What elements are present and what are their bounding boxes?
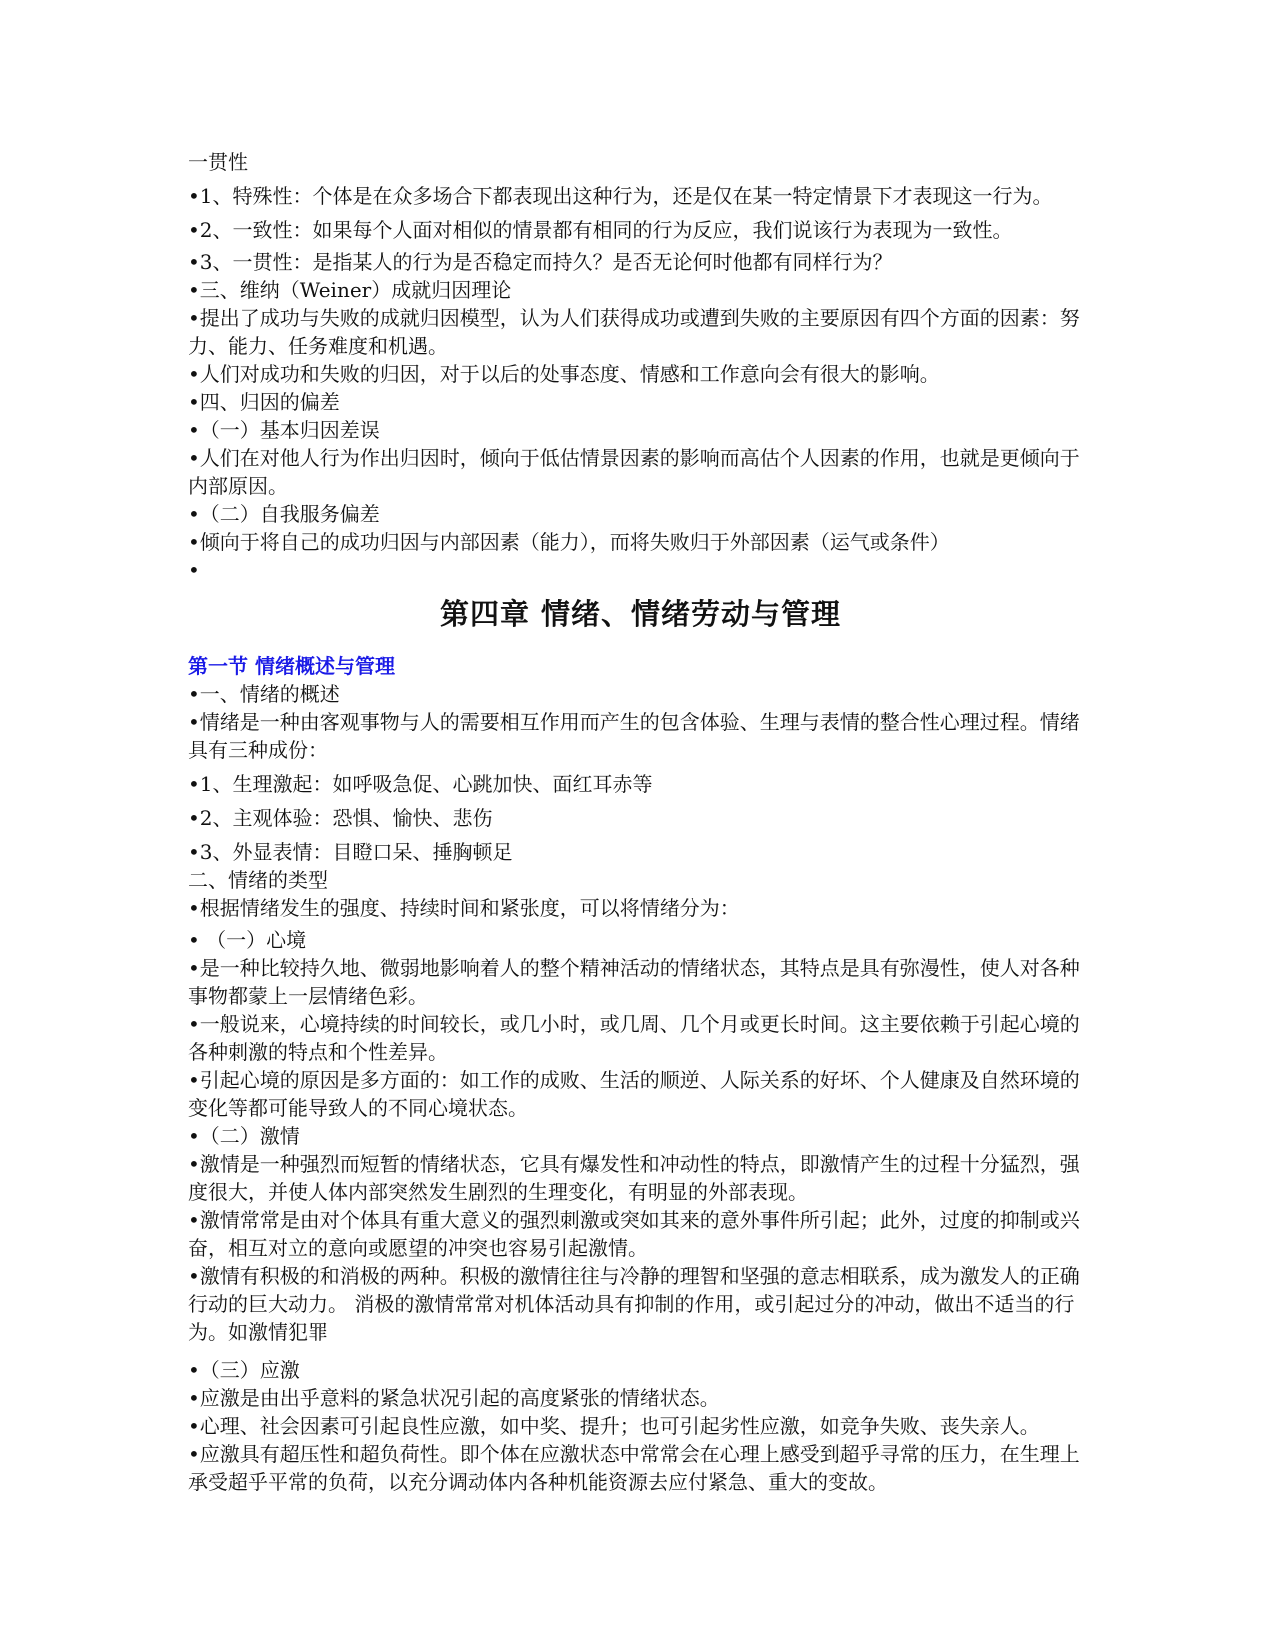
text-line: •激情有积极的和消极的两种。积极的激情往往与冷静的理智和坚强的意志相联系，成为激发人的正确行动的巨大动力。 消极的激情常常对机体活动具有抑制的作用，或引起过分的冲动，做出不适当的行为。如激情犯罪: [188, 1264, 1080, 1344]
text-line: •1、特殊性：个体是在众多场合下都表现出这种行为，还是仅在某一特定情景下才表现这一行为。: [188, 184, 1053, 208]
text-line: •应激是由出乎意料的紧急状况引起的高度紧张的情绪状态。: [188, 1386, 720, 1410]
text-line: •情绪是一种由客观事物与人的需要相互作用而产生的包含体验、生理与表情的整合性心理过程。情绪具有三种成份：: [188, 710, 1080, 762]
text-line: •心理、社会因素可引起良性应激，如中奖、提升；也可引起劣性应激，如竞争失败、丧失亲人。: [188, 1414, 1040, 1438]
text-line: 二、情绪的类型: [188, 868, 328, 892]
text-line: •2、一致性：如果每个人面对相似的情景都有相同的行为反应，我们说该行为表现为一致性。: [188, 218, 1013, 242]
text-line: •根据情绪发生的强度、持续时间和紧张度，可以将情绪分为：: [188, 896, 740, 920]
text-line: •: [188, 558, 200, 582]
text-line: • （一）心境: [188, 928, 307, 952]
text-line: •人们在对他人行为作出归因时，倾向于低估情景因素的影响而高估个人因素的作用，也就是更倾向于内部原因。: [188, 446, 1080, 498]
text-line: •（二）激情: [188, 1124, 300, 1148]
text-line: •2、主观体验：恐惧、愉快、悲伤: [188, 806, 493, 830]
text-line: •一般说来，心境持续的时间较长，或几小时，或几周、几个月或更长时间。这主要依赖于引起心境的各种刺激的特点和个性差异。: [188, 1012, 1080, 1064]
document-page: [188, 148, 1093, 1496]
text-line: •激情是一种强烈而短暂的情绪状态，它具有爆发性和冲动性的特点，即激情产生的过程十分猛烈，强度很大，并使人体内部突然发生剧烈的生理变化，有明显的外部表现。: [188, 1152, 1080, 1204]
text-line: •提出了成功与失败的成就归因模型，认为人们获得成功或遭到失败的主要原因有四个方面的因素：努力、能力、任务难度和机遇。: [188, 306, 1080, 358]
text-line: •一、情绪的概述: [188, 682, 340, 706]
text-line: •是一种比较持久地、微弱地影响着人的整个精神活动的情绪状态，其特点是具有弥漫性，使人对各种事物都蒙上一层情绪色彩。: [188, 956, 1080, 1008]
text-line: 一贯性: [188, 150, 248, 174]
text-line: •（一）基本归因差误: [188, 418, 380, 442]
section-title: 第一节 情绪概述与管理: [188, 654, 395, 678]
text-line: •倾向于将自己的成功归因与内部因素（能力），而将失败归于外部因素（运气或条件）: [188, 530, 950, 554]
text-line: •3、一贯性：是指某人的行为是否稳定而持久？是否无论何时他都有同样行为？: [188, 250, 893, 274]
text-line: •（三）应激: [188, 1358, 300, 1382]
text-line: •（二）自我服务偏差: [188, 502, 380, 526]
text-line: •1、生理激起：如呼吸急促、心跳加快、面红耳赤等: [188, 772, 653, 796]
chapter-title: 第四章 情绪、情绪劳动与管理: [439, 597, 842, 631]
text-line: •人们对成功和失败的归因，对于以后的处事态度、情感和工作意向会有很大的影响。: [188, 362, 940, 386]
text-line: •激情常常是由对个体具有重大意义的强烈刺激或突如其来的意外事件所引起；此外，过度的抑制或兴奋，相互对立的意向或愿望的冲突也容易引起激情。: [188, 1208, 1080, 1260]
text-line: •三、维纳（Weiner）成就归因理论: [188, 278, 512, 302]
text-line: •引起心境的原因是多方面的：如工作的成败、生活的顺逆、人际关系的好坏、个人健康及自然环境的变化等都可能导致人的不同心境状态。: [188, 1068, 1080, 1120]
text-line: •应激具有超压性和超负荷性。即个体在应激状态中常常会在心理上感受到超乎寻常的压力，在生理上承受超乎平常的负荷，以充分调动体内各种机能资源去应付紧急、重大的变故。: [188, 1442, 1080, 1494]
text-line: •四、归因的偏差: [188, 390, 340, 414]
text-line: •3、外显表情：目瞪口呆、捶胸顿足: [188, 840, 513, 864]
